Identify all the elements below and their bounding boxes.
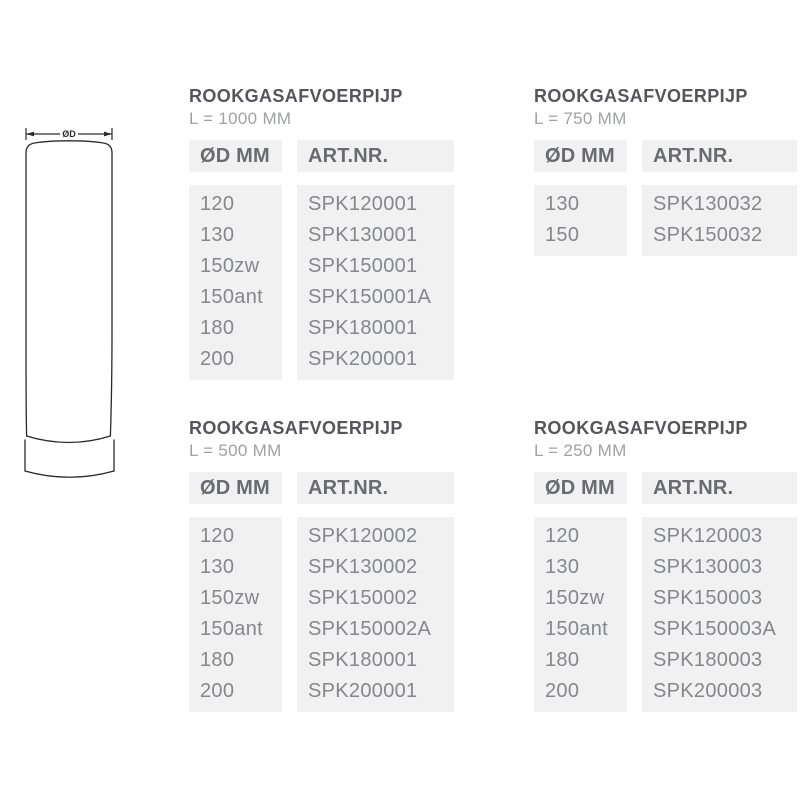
diameter-value: 130 [200, 556, 235, 578]
product-table-l250 [534, 418, 800, 718]
diameter-value: 130 [545, 193, 580, 215]
artnr-column [297, 185, 454, 380]
artnr-value: SPK150002 [308, 587, 418, 609]
table-subtitle: L = 250 MM [534, 441, 627, 460]
artnr-value: SPK120001 [308, 193, 418, 215]
column-header-diameter: ØD MM [189, 472, 282, 504]
artnr-column [297, 517, 454, 712]
table-body [534, 517, 797, 712]
product-table-l1000 [189, 86, 459, 386]
diameter-column [189, 517, 282, 712]
table-header-row [534, 140, 797, 172]
diameter-value: 120 [200, 525, 235, 547]
column-header-artnr: ART.NR. [297, 472, 454, 504]
artnr-value: SPK150003A [653, 618, 777, 640]
artnr-value: SPK130002 [308, 556, 418, 578]
diameter-value: 180 [200, 649, 235, 671]
pipe-diagram [0, 100, 160, 500]
product-table-l500 [189, 418, 459, 718]
diameter-value: 150ant [545, 618, 608, 640]
column-header-diameter: ØD MM [534, 472, 627, 504]
diameter-value: 150zw [200, 587, 260, 609]
table-subtitle: L = 1000 MM [189, 109, 292, 128]
diameter-column [189, 185, 282, 380]
artnr-column [642, 185, 797, 256]
diameter-value: 120 [200, 193, 235, 215]
table-title: ROOKGASAFVOERPIJP [534, 418, 748, 438]
artnr-value: SPK130001 [308, 224, 418, 246]
artnr-value: SPK120003 [653, 525, 763, 547]
artnr-value: SPK200001 [308, 680, 418, 702]
artnr-value: SPK150001A [308, 286, 432, 308]
diameter-value: 150ant [200, 286, 263, 308]
diameter-column [534, 517, 627, 712]
diameter-value: 150ant [200, 618, 263, 640]
artnr-column [642, 517, 797, 712]
column-header-diameter: ØD MM [189, 140, 282, 172]
table-title: ROOKGASAFVOERPIJP [189, 418, 403, 438]
table-header-row [189, 140, 454, 172]
artnr-value: SPK200001 [308, 348, 418, 370]
diameter-value: 180 [200, 317, 235, 339]
artnr-value: SPK150002A [308, 618, 432, 640]
column-header-diameter: ØD MM [534, 140, 627, 172]
artnr-value: SPK120002 [308, 525, 418, 547]
artnr-value: SPK150001 [308, 255, 418, 277]
artnr-value: SPK130032 [653, 193, 763, 215]
diameter-value: 130 [200, 224, 235, 246]
artnr-value: SPK130003 [653, 556, 763, 578]
artnr-value: SPK200003 [653, 680, 763, 702]
table-header-row [189, 472, 454, 504]
table-body [189, 185, 454, 380]
column-header-artnr: ART.NR. [642, 140, 797, 172]
table-subtitle: L = 500 MM [189, 441, 282, 460]
pipe-body-outline [25, 141, 114, 477]
artnr-value: SPK150003 [653, 587, 763, 609]
table-title: ROOKGASAFVOERPIJP [534, 86, 748, 106]
table-body [189, 517, 454, 712]
artnr-value: SPK180001 [308, 317, 418, 339]
product-table-l750 [534, 86, 800, 386]
diameter-value: 200 [545, 680, 580, 702]
diameter-value: 120 [545, 525, 580, 547]
diameter-value: 150 [545, 224, 580, 246]
diameter-value: 150zw [545, 587, 605, 609]
table-body [534, 185, 797, 256]
diameter-dimension-label: ØD [62, 129, 76, 139]
artnr-value: SPK150032 [653, 224, 763, 246]
artnr-value: SPK180003 [653, 649, 763, 671]
diameter-value: 200 [200, 680, 235, 702]
table-title: ROOKGASAFVOERPIJP [189, 86, 403, 106]
table-subtitle: L = 750 MM [534, 109, 627, 128]
diameter-value: 150zw [200, 255, 260, 277]
column-header-artnr: ART.NR. [642, 472, 797, 504]
diameter-value: 180 [545, 649, 580, 671]
diameter-column [534, 185, 627, 256]
table-header-row [534, 472, 797, 504]
artnr-value: SPK180001 [308, 649, 418, 671]
diameter-value: 200 [200, 348, 235, 370]
diameter-value: 130 [545, 556, 580, 578]
column-header-artnr: ART.NR. [297, 140, 454, 172]
